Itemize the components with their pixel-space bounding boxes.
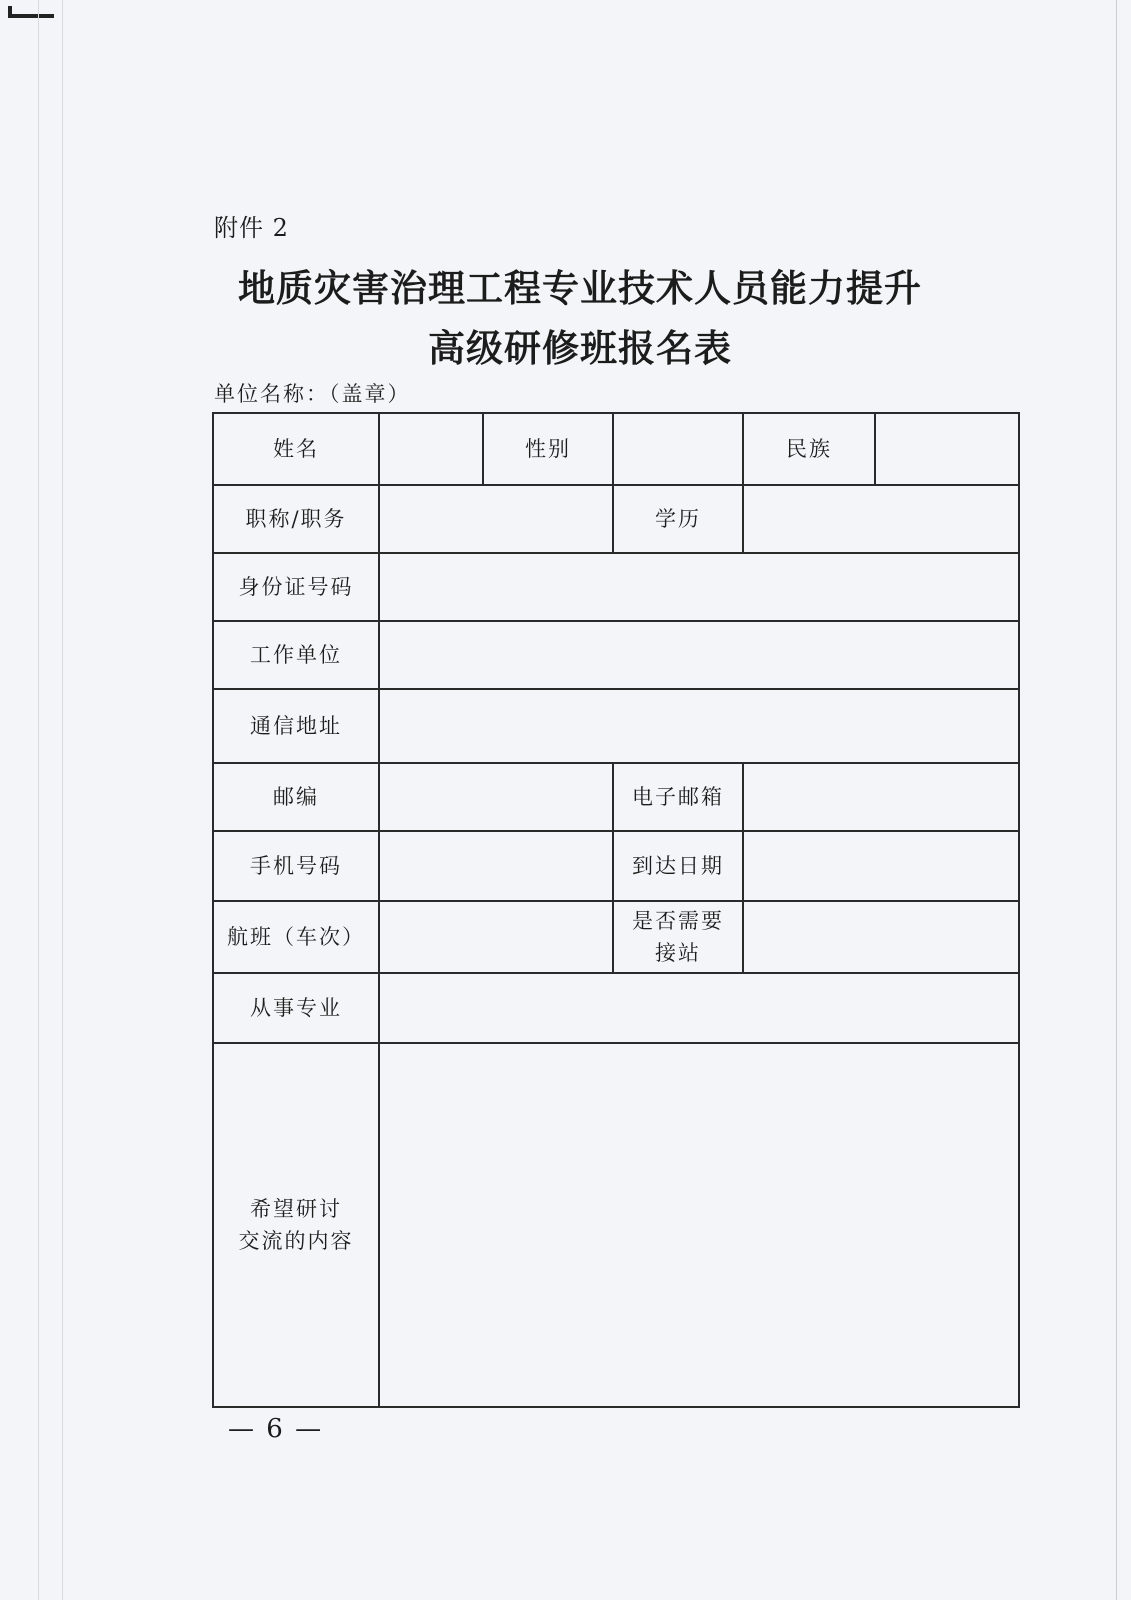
workplace-field[interactable] [379,621,1019,689]
flight-field[interactable] [379,901,613,973]
topics-field[interactable] [379,1043,1019,1407]
form-row-id-number [213,553,1019,621]
title-position-label: 职称/职务 [213,485,379,553]
gender-field[interactable] [613,413,743,485]
email-field[interactable] [743,763,1019,831]
pickup-label-line-1: 是否需要 [632,909,724,933]
form-row-address [213,689,1019,763]
ethnicity-field[interactable] [875,413,1019,485]
postcode-field[interactable] [379,763,613,831]
form-row-title-position [213,485,1019,553]
workplace-label: 工作单位 [213,621,379,689]
attachment-label: 附件 2 [214,214,289,242]
postcode-label: 邮编 [213,763,379,831]
title-position-field[interactable] [379,485,613,553]
arrival-date-label: 到达日期 [613,831,743,901]
education-field[interactable] [743,485,1019,553]
form-row-name [213,413,1019,485]
id-number-field[interactable] [379,553,1019,621]
name-field[interactable] [379,413,483,485]
form-row-flight [213,901,1019,973]
page-number: — 6 — [228,1414,324,1444]
ethnicity-label: 民族 [743,413,875,485]
document-title-line-1: 地质灾害治理工程专业技术人员能力提升 [238,266,922,310]
name-label: 姓名 [213,413,379,485]
gender-label: 性别 [483,413,613,485]
specialty-field[interactable] [379,973,1019,1043]
form-row-specialty [213,973,1019,1043]
registration-form-table [212,412,1020,1408]
pickup-field[interactable] [743,901,1019,973]
page-edge-line [1116,0,1117,1600]
address-label: 通信地址 [213,689,379,763]
form-row-topics [213,1043,1019,1407]
page-edge-line [38,0,39,1600]
id-number-label: 身份证号码 [213,553,379,621]
address-field[interactable] [379,689,1019,763]
flight-label: 航班（车次） [213,901,379,973]
arrival-date-field[interactable] [743,831,1019,901]
topics-label [213,1043,379,1407]
scan-corner-mark [8,6,54,18]
mobile-field[interactable] [379,831,613,901]
education-label: 学历 [613,485,743,553]
unit-name-line: 单位名称：（盖章） [214,382,411,406]
page-edge-line [62,0,63,1600]
topics-label-line-2: 交流的内容 [238,1229,354,1253]
form-row-workplace [213,621,1019,689]
pickup-label-line-2: 接站 [655,941,701,965]
form-row-mobile [213,831,1019,901]
specialty-label: 从事专业 [213,973,379,1043]
pickup-label [613,901,743,973]
form-row-postcode [213,763,1019,831]
mobile-label: 手机号码 [213,831,379,901]
document-title-line-2: 高级研修班报名表 [428,326,732,370]
email-label: 电子邮箱 [613,763,743,831]
topics-label-line-1: 希望研讨 [250,1197,342,1221]
